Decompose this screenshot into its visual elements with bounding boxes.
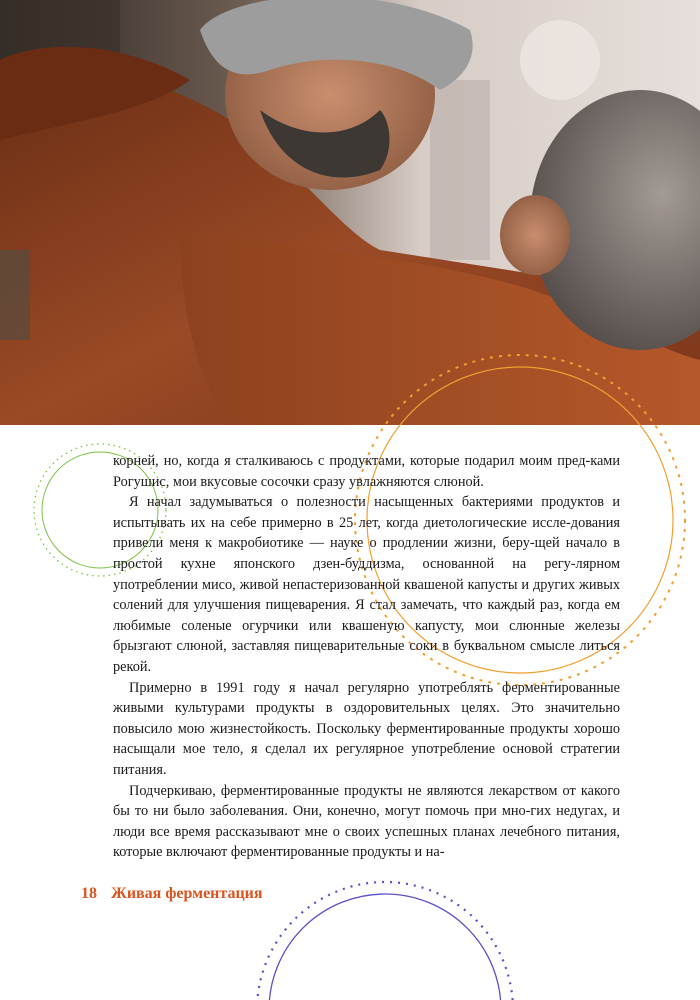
blue-thin-circle [269,894,501,1000]
paragraph: Я начал задумываться о полезности насыщенных бактериями продуктов и испытывать их на себе примерно в 25 лет, когда диетологические иссле-дования привели меня к макробиотике — науке о продлении жизни, беру-щей начало в простой кухне японского дзен-буддизма, основанной на регу-лярном употреблении мисо, живой непастеризованной квашеной капусты и других живых солений для улучшения пищеварения. Я стал замечать, что каждый раз, когда ем любимые соленые огурчики или квашеную капусту, мои слюнные железы брызгают слюной, заставляя пищеварительные соки в буквальном смысле литься рекой. [113,494,620,675]
man-cooking-photo [0,0,700,425]
page-number: 18 [81,885,97,902]
body-text [113,451,620,863]
paragraph: Подчеркиваю, ферментированные продукты не являются лекарством от какого бы то ни было заболевания. Они, конечно, могут помочь при мно-гих недугах, и люди все время рассказывают мне о своих успешных планах лечебного питания, которые включают ферментированные продукты и на- [113,782,620,861]
blue-dotted-circle [257,882,513,1000]
book-title: Живая ферментация [111,885,263,902]
page-footer [81,885,263,903]
paragraph: корней, но, когда я сталкиваюсь с продуктами, которые подарил моим пред-ками Рогушис, мои вкусовые сосочки сразу увлажняются слюной. [113,453,620,490]
paragraph: Примерно в 1991 году я начал регулярно употреблять ферментированные живыми культурами продукты в оздоровительных целях. Это значительно повысило мою жизнестойкость. Поскольку ферментированные продукты хорошо насыщали мое тело, я сделал их регулярное употребление основой стратегии питания. [113,679,620,778]
header-photo [0,0,700,425]
